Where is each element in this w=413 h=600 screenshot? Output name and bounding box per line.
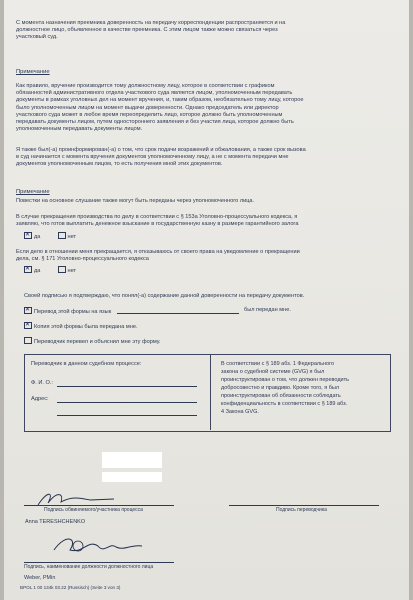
translation-label: Перевод этой формы на язык — [34, 309, 112, 315]
copy-option — [24, 322, 138, 330]
translation-checkbox[interactable] — [24, 307, 32, 314]
note-line: документы в рамках уголовных дел на момент вручения, и, таким образом, необязательно тому лицу, которое — [16, 97, 304, 104]
address-field-2[interactable] — [57, 415, 197, 416]
termination-yes-label: да — [34, 234, 41, 240]
note-line: обязанностей административного отдела участкового суда является лицом, уполномоченным передавать — [16, 90, 293, 97]
page-footer: BPOL 1 00 134k 03.22 (Russisch) (Seite 3 von 3) — [20, 585, 121, 590]
interpreter-box-title: Переводчик в данном судебном процессе: — [31, 361, 142, 367]
waiver-no-label: нет — [67, 268, 77, 274]
party-name: Anna TERESHCHENKO — [25, 519, 86, 525]
note-line: участкового суда может в любое время переопределить лицо, которое должно быть уполномоченным — [16, 111, 283, 118]
legal-line: проинструктирован о том, что должен переводить — [221, 377, 350, 383]
interpreter-caption: Подпись переводчика — [276, 507, 327, 513]
translation-option — [24, 307, 111, 315]
address-label: Адрес: — [31, 396, 49, 402]
name-field[interactable] — [57, 386, 197, 387]
legal-line: добросовестно и правдиво. Кроме того, я был — [221, 385, 340, 391]
official-name: Weber, PMin — [24, 575, 56, 581]
waiver-paragraph — [16, 249, 401, 263]
note-line: уполномоченным передавать документы лицом. — [16, 126, 143, 133]
interpreter-label: Переводчик перевел и объяснил мне эту форму. — [34, 339, 161, 345]
intro-line: участковый суд. — [16, 34, 58, 41]
interpreter-legal-text — [221, 360, 386, 416]
legal-line: В соответствии с § 189 абз. 1 Федерального — [221, 361, 335, 367]
legal-line: 4 Закона GVG. — [221, 409, 259, 415]
informed-line: Я также был(-а) проинформирован(-а) о том, что срок подачи возражений и обжалования, а также срок вызова — [16, 147, 306, 153]
note-heading: Примечание — [16, 69, 50, 75]
translation-suffix: был передан мне. — [244, 307, 291, 313]
legal-line: проинструктирован об обязанности соблюдать — [221, 393, 341, 399]
intro-line: должностное лицо, объявленное в качестве преемника. С этим лицом также можно связаться через — [16, 27, 278, 34]
note-line: было уполномоченным лицом на момент выдачи доверенности. Однако председатель или директор — [16, 104, 279, 111]
interpreter-box — [24, 354, 391, 432]
document-page — [4, 0, 409, 600]
copy-label: Копия этой формы была передана мне. — [34, 324, 138, 330]
waiver-no-checkbox[interactable] — [58, 266, 66, 273]
waiver-line: Если дело в отношении меня прекращается, я отказываюсь от своего права на уведомление о прекращении — [16, 249, 300, 255]
note2-line: Повестки на основное слушание также могут быть переданы через уполномоченного лица. — [16, 198, 255, 204]
note-paragraph — [16, 83, 401, 133]
confirm-text — [24, 293, 304, 300]
party-signature — [24, 478, 124, 508]
waiver-yes-checkbox[interactable] — [24, 266, 32, 273]
informed-paragraph — [16, 147, 401, 169]
informed-line: в суд начинается с момента вручения документов уполномоченному лицу, а не с момента передачи мне — [16, 154, 289, 161]
waiver-yes-label: да — [34, 268, 41, 274]
interpreter-checkbox[interactable] — [24, 337, 32, 344]
confirm-line: Своей подписью я подтверждаю, что понял(-а) содержание данной доверенности на передачу документов. — [24, 293, 305, 299]
official-signature-line[interactable] — [24, 562, 174, 563]
interpreter-option — [24, 337, 161, 345]
intro-paragraph — [16, 20, 401, 42]
interpreter-box-divider — [210, 354, 211, 430]
note-line: Как правило, вручение производится тому должностному лицу, которое в соответствии с графиком — [16, 83, 275, 89]
copy-checkbox[interactable] — [24, 322, 32, 329]
name-label: Ф. И. О.: — [31, 380, 53, 386]
official-caption: Подпись, наименование должности должностного лица — [24, 564, 154, 570]
termination-options — [24, 232, 76, 240]
party-signature-line[interactable] — [24, 505, 174, 506]
termination-no-checkbox[interactable] — [58, 232, 66, 239]
note2-text — [16, 198, 254, 205]
termination-paragraph — [16, 214, 401, 228]
official-signature — [48, 530, 158, 565]
party-caption: Подпись обвиняемого/участника процесса — [44, 507, 143, 513]
termination-no-label: нет — [67, 234, 77, 240]
interpreter-signature-line[interactable] — [229, 505, 379, 506]
termination-yes-checkbox[interactable] — [24, 232, 32, 239]
language-line[interactable] — [117, 313, 239, 314]
address-field-1[interactable] — [57, 402, 197, 403]
intro-line: С момента назначения преемника доверенность на передачу корреспонденции распространяется и на — [16, 20, 286, 26]
termination-line: В случае прекращения производства по делу в соответствии с § 153а Уголовно-процессуального кодекса, я — [16, 214, 298, 220]
informed-line: документов уполномоченным лицом, то есть получения мной этих документов. — [16, 161, 223, 168]
note-line: передавать документы лицом, путем одностороннего заявления и без участия лица, которое должно быть — [16, 119, 294, 126]
termination-line: заявляю, что готов выплатить денежное взыскание в государственную казну в размере гарантийного залога — [16, 221, 299, 228]
note-heading: Примечание — [16, 189, 50, 195]
legal-line: конфиденциальность в соответствии с § 189 абз. — [221, 401, 348, 407]
waiver-options — [24, 266, 76, 274]
redacted-area — [102, 452, 162, 468]
waiver-line: дела, см. § 171 Уголовно-процессуального кодекса — [16, 256, 149, 263]
legal-line: закона о судебной системе (GVG) я был — [221, 369, 325, 375]
